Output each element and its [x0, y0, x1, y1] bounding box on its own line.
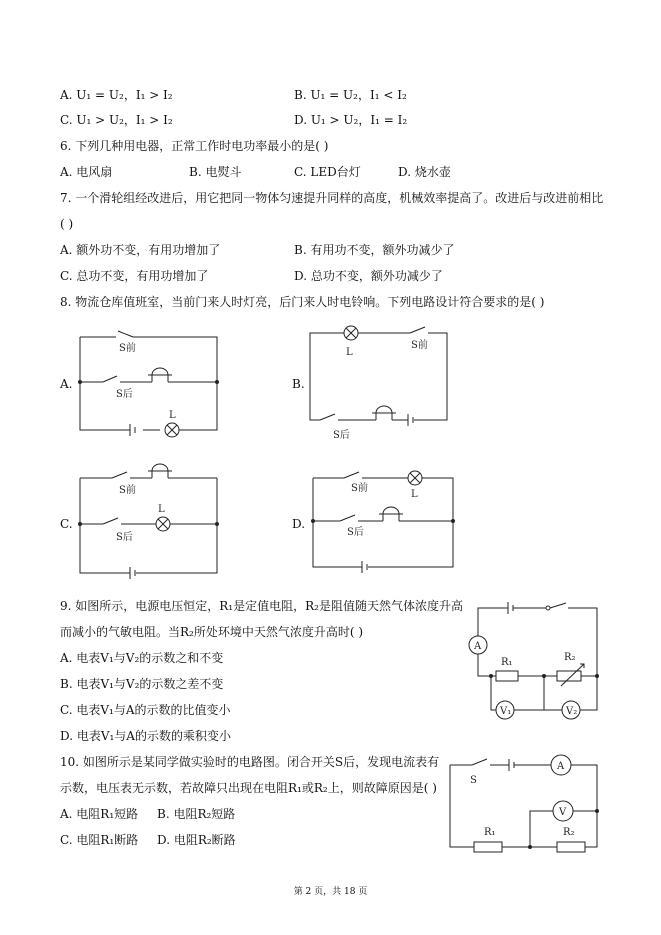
q10-circuit: [450, 755, 599, 852]
q8-circuit-a: [78, 331, 219, 437]
q8b-lamp-label: L: [346, 347, 353, 358]
q9-circuit: [469, 602, 599, 719]
q10-r1-label: R₁: [484, 827, 496, 838]
q10-stem-line2: 示数，电压表无示数，若故障只出现在电阻R₁或R₂上，则故障原因是( ): [60, 781, 437, 795]
q9-stem-line2: 而减小的气敏电阻。当R₂所处环境中天然气浓度升高时( ): [60, 625, 364, 639]
q6-option-b: B. 电熨斗: [189, 165, 242, 179]
q6-option-c: C. LED台灯: [294, 165, 361, 179]
q8-circuit-c: [78, 464, 219, 579]
page-footer: 第 2 页，共 18 页: [293, 887, 368, 897]
q10-stem: 10. 如图所示是某同学做实验时的电路图。闭合开关S后，发现电流表有: [60, 755, 440, 769]
q8a-switch-front-label: S前: [119, 343, 136, 354]
q9-ammeter-label: A: [474, 641, 482, 652]
q10-option-c: C. 电阻R₁断路: [60, 833, 139, 847]
q9-stem: 9. 如图所示，电源电压恒定，R₁是定值电阻，R₂是阻值随天然气体浓度升高: [60, 599, 463, 613]
q9-v2-label: V₂: [566, 706, 578, 717]
q7-option-b: B. 有用功不变，额外功减少了: [294, 243, 455, 257]
q9-option-d: D. 电表V₁与A的示数的乘积变小: [60, 729, 231, 743]
q7-stem: 7. 一个滑轮组经改进后，用它把同一物体匀速提升同样的高度，机械效率提高了。改进后与改进前相比: [60, 191, 604, 205]
q7-option-a: A. 额外功不变，有用功增加了: [60, 243, 221, 257]
q7-option-d: D. 总功不变，额外功减少了: [294, 269, 443, 283]
q8-option-a: A.: [60, 377, 73, 391]
q8c-switch-front-label: S前: [119, 485, 136, 496]
q5-option-c: C. U₁ > U₂，I₁ > I₂: [60, 113, 173, 127]
q6-stem: 6. 下列几种用电器，正常工作时电功率最小的是( ): [60, 139, 329, 153]
q5-option-b: B. U₁ = U₂，I₁ < I₂: [294, 88, 407, 102]
q9-v1-label: V₁: [500, 706, 512, 717]
q10-option-b: B. 电阻R₂短路: [157, 807, 236, 821]
q6-option-d: D. 烧水壶: [398, 165, 451, 179]
q10-switch-label: S: [470, 775, 477, 786]
q8a-switch-back-label: S后: [116, 389, 133, 400]
q10-voltmeter-label: V: [559, 807, 567, 818]
q7-stem-paren: ( ): [60, 217, 74, 231]
q9-option-b: B. 电表V₁与V₂的示数之差不变: [60, 677, 224, 691]
q9-option-a: A. 电表V₁与V₂的示数之和不变: [60, 651, 224, 665]
q8a-lamp-label: L: [169, 410, 176, 421]
q10-ammeter-label: A: [557, 761, 565, 772]
q8-option-d: D.: [292, 517, 306, 531]
q9-option-c: C. 电表V₁与A的示数的比值变小: [60, 703, 231, 717]
q8c-switch-back-label: S后: [116, 532, 133, 543]
q8c-lamp-label: L: [158, 504, 165, 515]
q8-stem: 8. 物流仓库值班室，当前门来人时灯亮，后门来人时电铃响。下列电路设计符合要求的是( ): [60, 295, 545, 309]
q9-r2-label: R₂: [564, 652, 576, 663]
q5-option-a: A. U₁ = U₂，I₁ > I₂: [60, 88, 173, 102]
q7-option-c: C. 总功不变，有用功增加了: [60, 269, 209, 283]
q8-circuit-b: [310, 326, 447, 441]
q6-option-a: A. 电风扇: [60, 165, 113, 179]
q10-r2-label: R₂: [563, 827, 575, 838]
q8d-switch-front-label: S前: [351, 483, 368, 494]
q8-circuit-d: [311, 471, 455, 573]
q10-option-d: D. 电阻R₂断路: [157, 833, 236, 847]
q10-option-a: A. 电阻R₁短路: [60, 807, 139, 821]
q8b-switch-front-label: S前: [411, 340, 428, 351]
q8d-lamp-label: L: [411, 489, 418, 500]
q8-option-c: C.: [60, 517, 73, 531]
q8-option-b: B.: [292, 377, 305, 391]
q8b-switch-back-label: S后: [333, 430, 350, 441]
q8d-switch-back-label: S后: [347, 527, 364, 538]
q9-r1-label: R₁: [501, 657, 513, 668]
q5-option-d: D. U₁ > U₂，I₁ = I₂: [294, 113, 408, 127]
